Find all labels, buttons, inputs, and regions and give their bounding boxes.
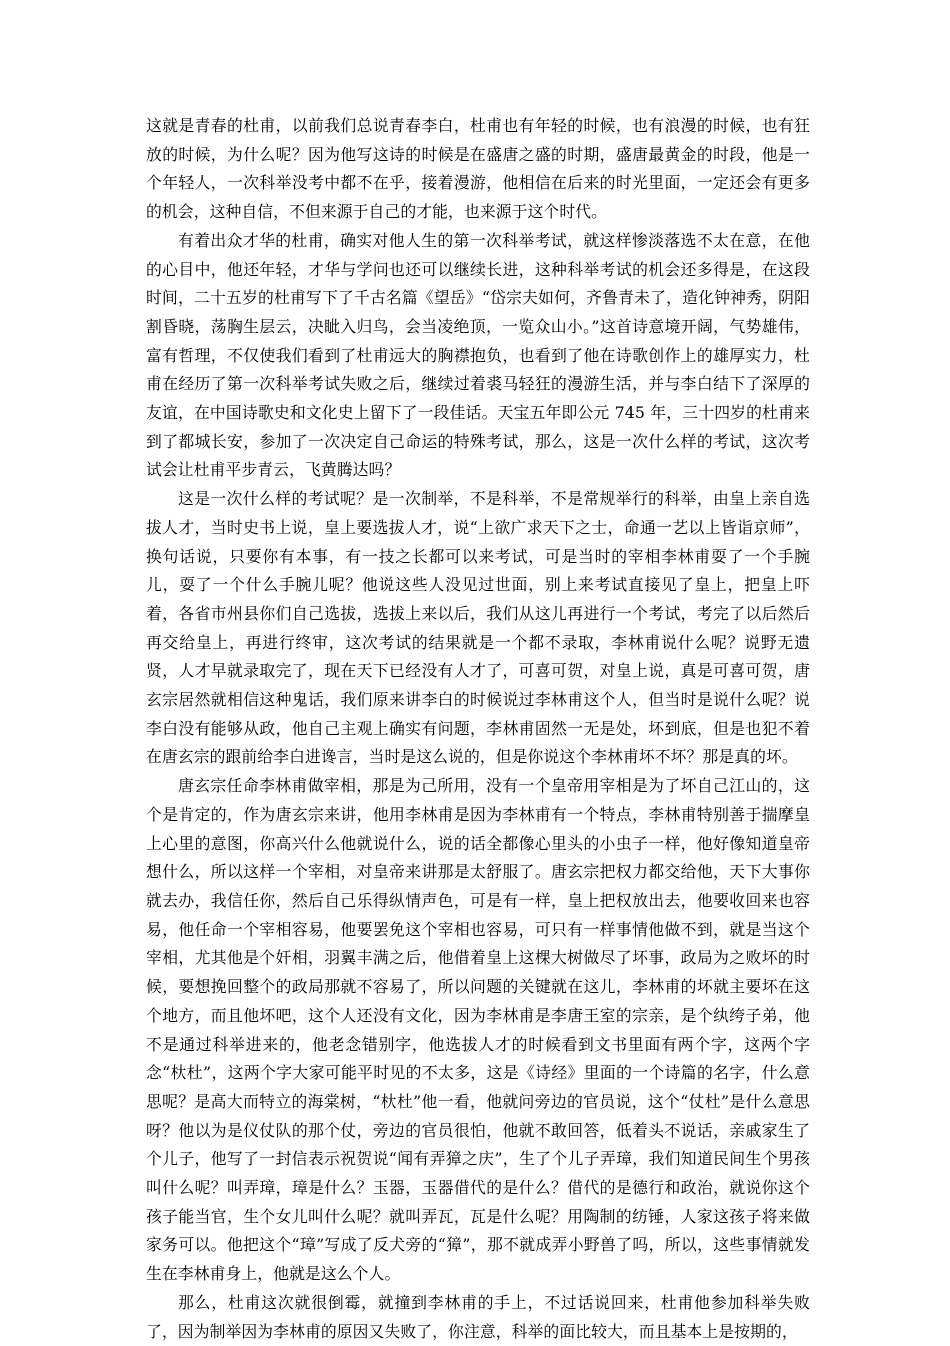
paragraph-4: 唐玄宗任命李林甫做宰相，那是为己所用，没有一个皇帝用宰相是为了坏自己江山的，这个是肯定的，作为唐玄宗来讲，他用李林甫是因为李林甫有一个特点，李林甫特别善于揣摩皇上心里的意图，你高兴什么他就说什么，说的话全都像心里头的小虫子一样，他好像知道皇帝想什么，所以这样一个宰相，对皇帝来讲那是太舒服了。唐玄宗把权力都交给他，天下大事你就去办，我信任你，然后自己乐得纵情声色，可是有一样，皇上把权放出去，他要收回来也容易，他任命一个宰相容易，他要罢免这个宰相也容易，可只有一样事情他做不到，就是当这个宰相，尤其他是个奸相，羽翼丰满之后，他借着皇上这棵大树做尽了坏事，政局为之败坏的时候，要想挽回整个的政局那就不容易了，所以问题的关键就在这儿，李林甫的坏就主要坏在这个地方，而且他坏吧，这个人还没有文化，因为李林甫是李唐王室的宗亲，是个纨绔子弟，他不是通过科举进来的，他老念错别字，他选拔人才的时候看到文书里面有两个字，这两个字念“杕杜”，这两个字大家可能平时见的不太多，这是《诗经》里面的一个诗篇的名字，什么意思呢？是高大而特立的海棠树，“杕杜”他一看，他就问旁边的官员说，这个“仗杜”是什么意思呀？他以为是仪仗队的那个仗，旁边的官员很怕，他就不敢回答，低着头不说话，亲戚家生了个儿子，他写了一封信表示祝贺说“闻有弄獐之庆”，生了个儿子弄璋，我们知道民间生个男孩叫什么呢？叫弄璋，璋是什么？玉器，玉器借代的是什么？借代的是德行和政治，就说你这个孩子能当官，生个女儿叫什么呢？就叫弄瓦，瓦是什么呢？用陶制的纺锤，人家这孩子将来做家务可以。他把这个“璋”写成了反犬旁的“獐”，那不就成弄小野兽了吗，所以，这些事情就发生在李林甫身上，他就是这么个人。 bbox=[146, 776, 810, 1284]
document-page bbox=[146, 112, 810, 1346]
paragraph-2: 有着出众才华的杜甫，确实对他人生的第一次科举考试，就这样惨淡落选不太在意，在他的心目中，他还年轻，才华与学问也还可以继续长进，这种科举考试的机会还多得是，在这段时间，二十五岁的杜甫写下了千古名篇《望岳》“岱宗夫如何，齐鲁青未了，造化钟神秀，阴阳割昏晓，荡胸生层云，决眦入归鸟，会当凌绝顶，一览众山小。”这首诗意境开阔，气势雄伟，富有哲理，不仅使我们看到了杜甫远大的胸襟抱负，也看到了他在诗歌创作上的雄厚实力，杜甫在经历了第一次科举考试失败之后，继续过着裘马轻狂的漫游生活，并与李白结下了深厚的友谊，在中国诗歌史和文化史上留下了一段佳话。天宝五年即公元 745 年，三十四岁的杜甫来到了都城长安，参加了一次决定自己命运的特殊考试，那么，这是一次什么样的考试，这次考试会让杜甫平步青云，飞黄腾达吗？ bbox=[146, 230, 810, 480]
paragraph-1: 这就是青春的杜甫，以前我们总说青春李白，杜甫也有年轻的时候，也有浪漫的时候，也有狂放的时候，为什么呢？因为他写这诗的时候是在盛唐之盛的时期，盛唐最黄金的时段，他是一个年轻人，一次科举没考中都不在乎，接着漫游，他相信在后来的时光里面，一定还会有更多的机会，这种自信，不但来源于自己的才能，也来源于这个时代。 bbox=[146, 116, 810, 222]
paragraph-3: 这是一次什么样的考试呢？是一次制举，不是科举，不是常规举行的科举，由皇上亲自选拔人才，当时史书上说，皇上要选拔人才，说“上欲广求天下之士，命通一艺以上皆诣京师”，换句话说，只要你有本事，有一技之长都可以来考试，可是当时的宰相李林甫耍了一个手腕儿，耍了一个什么手腕儿呢？他说这些人没见过世面，别上来考试直接见了皇上，把皇上吓着，各省市州县你们自己选拔，选拔上来以后，我们从这儿再进行一个考试，考完了以后然后再交给皇上，再进行终审，这次考试的结果就是一个都不录取，李林甫说什么呢？说野无遗贤，人才早就录取完了，现在天下已经没有人才了，可喜可贺，对皇上说，真是可喜可贺，唐玄宗居然就相信这种鬼话，我们原来讲李白的时候说过李林甫这个人，但当时是说什么呢？说李白没有能够从政，他自己主观上确实有问题，李林甫固然一无是处，坏到底，但是也犯不着在唐玄宗的跟前给李白进谗言，当时是这么说的，但是你说这个李林甫坏不坏？那是真的坏。 bbox=[146, 489, 810, 767]
paragraph-5: 那么，杜甫这次就很倒霉，就撞到李林甫的手上，不过话说回来，杜甫他参加科举失败了，因为制举因为李林甫的原因又失败了，你注意，科举的面比较大，而且基本上是按期的， bbox=[146, 1292, 810, 1341]
